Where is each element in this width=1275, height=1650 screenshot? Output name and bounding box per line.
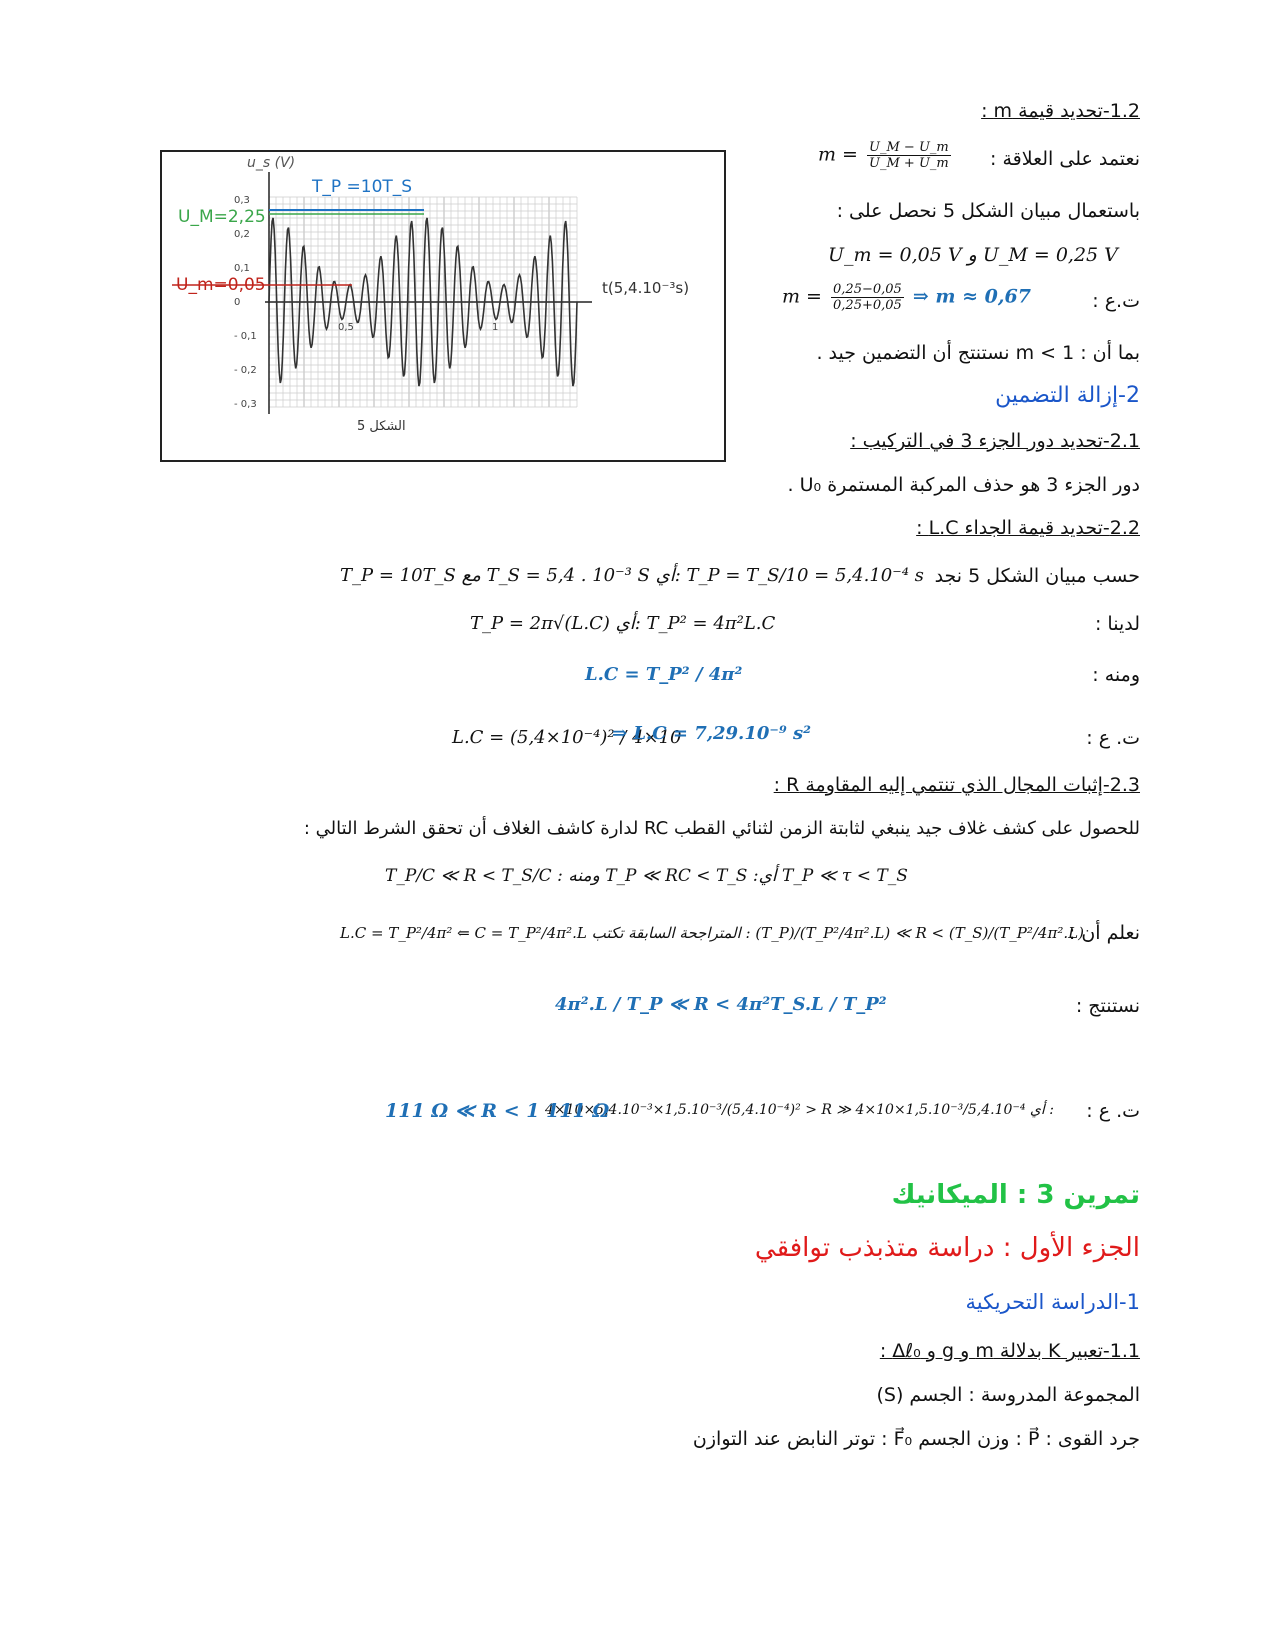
- x-axis-label: t(5,4.10⁻³s): [602, 279, 690, 297]
- modulation-formula: m = $\frac{U\_M - U\_m}{U\_M + U\_m}$: [818, 140, 949, 171]
- um-max-annotation: U_M=2,25: [178, 207, 266, 227]
- s23-ta: 4×10×5,4.10⁻³×1,5.10⁻³/(5,4.10⁻⁴)² > R ≫ 4×10×1,5.10⁻³/5,4.10⁻⁴ أي :: [545, 1102, 1054, 1118]
- y-tick-label: - 0,2: [234, 365, 257, 376]
- s22-line4-math: L.C = (5,4×10⁻⁴)² / 4×10: [452, 727, 682, 748]
- s23-condition: T_P ≪ τ < T_S أي: T_P ≪ RC < T_S ومنه : T_P/C ≪ R < T_S/C: [385, 866, 908, 886]
- x-tick-label: 1: [492, 322, 499, 333]
- s12-relation-label: نعتمد على العلاقة :: [990, 148, 1140, 170]
- s22-title: 2.2-تحديد قيمة الجداء L.C :: [916, 517, 1140, 539]
- y-tick-label: 0,1: [234, 263, 250, 274]
- s22-line2-label: لدينا :: [1094, 613, 1140, 635]
- s23-know: L.C = T_P²/4π² ⇐ C = T_P²/4π².L المتراجحة السابقة تكتب : (T_P)/(T_P²/4π².L) ≪ R < (T_S)/(T_P²/4π².L): [340, 924, 1084, 942]
- s23-intro: للحصول على كشف غلاف جيد ينبغي لثابتة الزمن لثنائي القطب RC لدارة كاشف الغلاف أن تحقق الشرط التالي :: [303, 818, 1140, 839]
- s23-result: 111 Ω ≪ R < 1 111 Ω: [385, 1100, 610, 1122]
- part1-title: الجزء الأول : دراسة متذبذب توافقي: [754, 1233, 1140, 1263]
- s1-title: 1-الدراسة التحريكية: [965, 1290, 1140, 1314]
- s22-line4-label: ت. ع :: [1086, 727, 1140, 749]
- figure-5: [160, 150, 726, 462]
- s12-title: 1.2-تحديد قيمة m :: [981, 100, 1140, 122]
- y-tick-label: - 0,3: [234, 399, 257, 410]
- modulated-signal-graph: [162, 152, 724, 460]
- s11-forces: جرد القوى : P⃗ : وزن الجسم F⃗₀ : توتر النابض عند التوازن: [692, 1428, 1140, 1450]
- s22-line3-label: ومنه :: [1092, 664, 1140, 686]
- exercise3-title: تمرين 3 : الميكانيك: [891, 1180, 1140, 1210]
- s12-conclusion: بما أن : m < 1 نستنتج أن التضمين جيد .: [816, 342, 1140, 364]
- y-tick-label: 0,3: [234, 195, 250, 206]
- s22-line3-math: L.C = T_P² / 4π²: [585, 664, 743, 685]
- s22-line2-math: T_P = 2π√(L.C) أي: T_P² = 4π²L.C: [470, 613, 776, 634]
- s12-using: باستعمال مبيان الشكل 5 نحصل على :: [836, 200, 1140, 222]
- s22-line1-label: حسب مبيان الشكل 5 نجد: [934, 565, 1140, 587]
- s23-ta-label: ت. ع :: [1086, 1100, 1140, 1122]
- s11-title: 1.1-تعبير K بدلالة m و g و Δℓ₀ :: [879, 1340, 1140, 1362]
- y-tick-label: - 0,1: [234, 331, 257, 342]
- s22-line4-result: ⇒ L.C = 7,29.10⁻⁹ s²: [612, 723, 812, 744]
- s21-title: 2.1-تحديد دور الجزء 3 في التركيب :: [850, 430, 1140, 452]
- um-min-annotation: U_m=0,05: [176, 275, 266, 295]
- s12-values: U_m = 0,05 V و U_M = 0,25 V: [828, 244, 1118, 266]
- tp-annotation: T_P =10T_S: [312, 177, 413, 197]
- s23-title: 2.3-إثبات المجال الذي تنتمي إليه المقاومة R :: [773, 774, 1140, 796]
- s22-line1-math: T_P = 10T_S مع T_S = 5,4 . 10⁻³ S أي: T_P = T_S/10 = 5,4.10⁻⁴ s: [340, 565, 924, 586]
- s12-ta-label: ت.ع :: [1092, 290, 1140, 312]
- figure-caption: الشكل 5: [357, 419, 406, 434]
- s23-conclusion-label: نستنتج :: [1075, 995, 1140, 1017]
- s23-conclusion: 4π².L / T_P ≪ R < 4π²T_S.L / T_P²: [555, 994, 887, 1015]
- s21-text: دور الجزء 3 هو حذف المركبة المستمرة U₀ .: [787, 474, 1140, 496]
- y-axis-label: u_s (V): [247, 155, 296, 171]
- y-tick-label: 0,2: [234, 229, 250, 240]
- s2-title: 2-إزالة التضمين: [995, 383, 1140, 408]
- s11-system: المجموعة المدروسة : الجسم (S): [876, 1384, 1140, 1406]
- s23-know-label: نعلم أن :: [1068, 922, 1140, 944]
- x-tick-label: 0,5: [338, 322, 354, 333]
- s12-calc: m = $\frac{0,25-0,05}{0,25+0,05}$ ⇒ m ≈ 0,67: [782, 282, 1031, 313]
- y-tick-label: 0: [234, 297, 241, 308]
